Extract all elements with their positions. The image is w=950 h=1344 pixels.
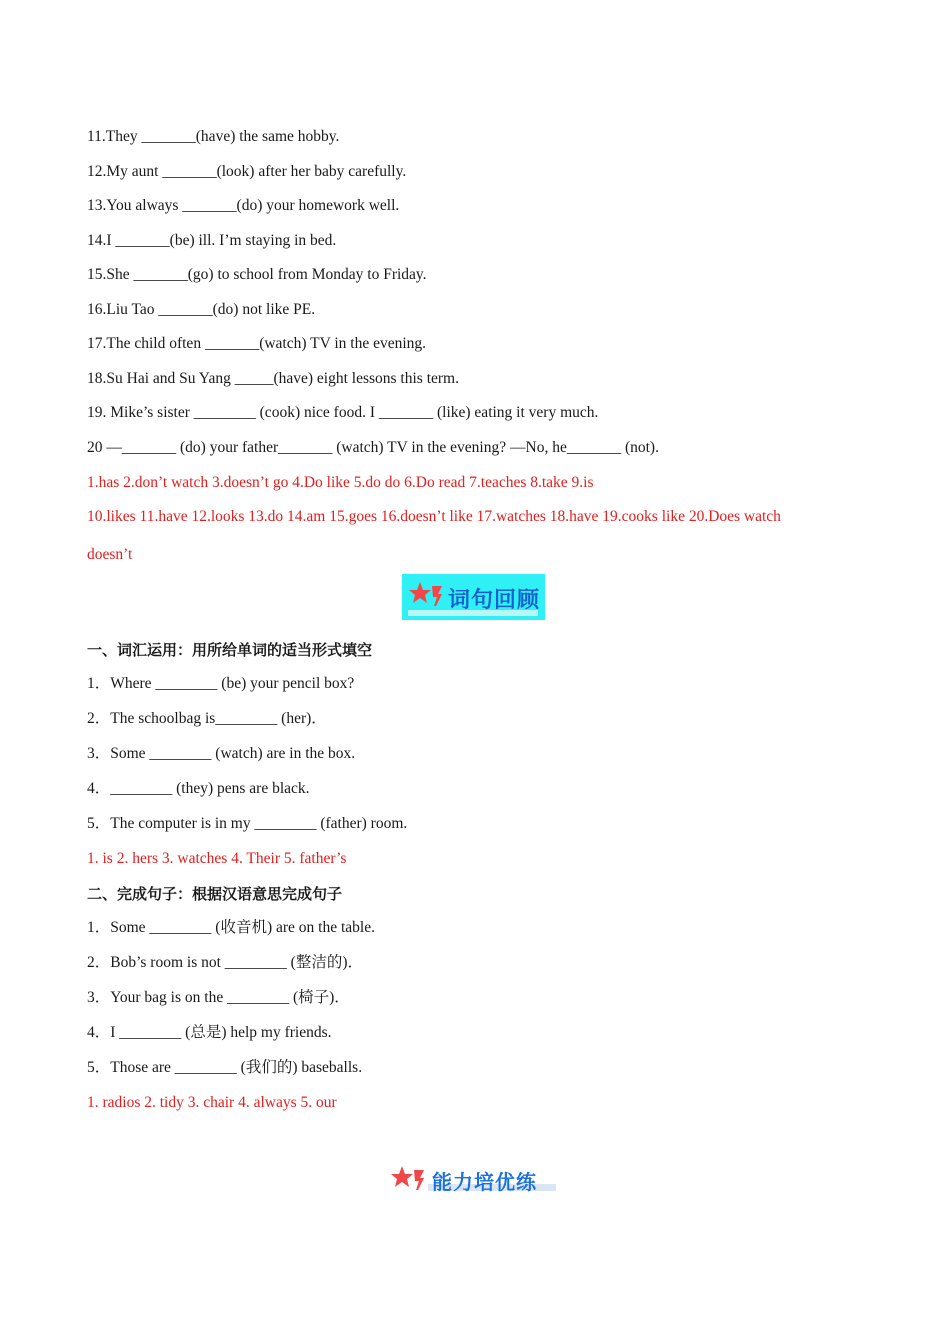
part1-question: 4．________ (they) pens are black. bbox=[87, 780, 310, 797]
question-16: 16.Liu Tao _______(do) not like PE. bbox=[87, 301, 316, 318]
question-14: 14.I _______(be) ill. I’m staying in bed. bbox=[87, 232, 337, 249]
question-20: 20 —_______ (do) your father_______ (watch) TV in the evening? —No, he_______ (not). bbox=[87, 439, 659, 456]
answer-key-line: doesn’t bbox=[87, 546, 133, 563]
question-15: 15.She _______(go) to school from Monday to Friday. bbox=[87, 266, 427, 283]
answer-key-line: 10.likes 11.have 12.looks 13.do 14.am 15.goes 16.doesn’t like 17.watches 18.have 19.cooks like 20.Does watch bbox=[87, 508, 781, 525]
star-icon bbox=[390, 1164, 426, 1194]
part2-question: 1．Some ________ (收音机) are on the table. bbox=[87, 919, 375, 936]
part1-answers: 1. is 2. hers 3. watches 4. Their 5. father’s bbox=[87, 850, 347, 867]
part2-question: 4．I ________ (总是) help my friends. bbox=[87, 1024, 332, 1041]
star-icon bbox=[408, 580, 444, 610]
question-19: 19. Mike’s sister ________ (cook) nice food. I _______ (like) eating it very much. bbox=[87, 404, 599, 421]
question-12: 12.My aunt _______(look) after her baby carefully. bbox=[87, 163, 407, 180]
section-banner-practice bbox=[390, 1160, 565, 1200]
part1-heading: 一、词汇运用：用所给单词的适当形式填空 bbox=[87, 641, 373, 659]
banner-title: 能力培优练 bbox=[432, 1170, 537, 1194]
part2-question: 2．Bob’s room is not ________ (整洁的)． bbox=[87, 954, 363, 971]
question-17: 17.The child often _______(watch) TV in the evening. bbox=[87, 335, 427, 352]
part1-question: 1．Where ________ (be) your pencil box? bbox=[87, 675, 355, 692]
part2-heading: 二、完成句子：根据汉语意思完成句子 bbox=[87, 885, 343, 903]
banner-title: 词句回顾 bbox=[448, 588, 541, 613]
part1-question: 3．Some ________ (watch) are in the box. bbox=[87, 745, 356, 762]
question-13: 13.You always _______(do) your homework well. bbox=[87, 197, 400, 214]
part2-question: 5．Those are ________ (我们的) baseballs. bbox=[87, 1059, 363, 1076]
part1-question: 2．The schoolbag is________ (her)． bbox=[87, 710, 327, 727]
part2-question: 3．Your bag is on the ________ (椅子)． bbox=[87, 989, 350, 1006]
question-11: 11.They _______(have) the same hobby. bbox=[87, 128, 340, 145]
part1-question: 5．The computer is in my ________ (father) room. bbox=[87, 815, 408, 832]
question-18: 18.Su Hai and Su Yang _____(have) eight lessons this term. bbox=[87, 370, 459, 387]
part2-answers: 1. radios 2. tidy 3. chair 4. always 5. our bbox=[87, 1094, 337, 1111]
section-banner-review bbox=[402, 574, 545, 620]
answer-key-line: 1.has 2.don’t watch 3.doesn’t go 4.Do like 5.do do 6.Do read 7.teaches 8.take 9.is bbox=[87, 474, 594, 491]
